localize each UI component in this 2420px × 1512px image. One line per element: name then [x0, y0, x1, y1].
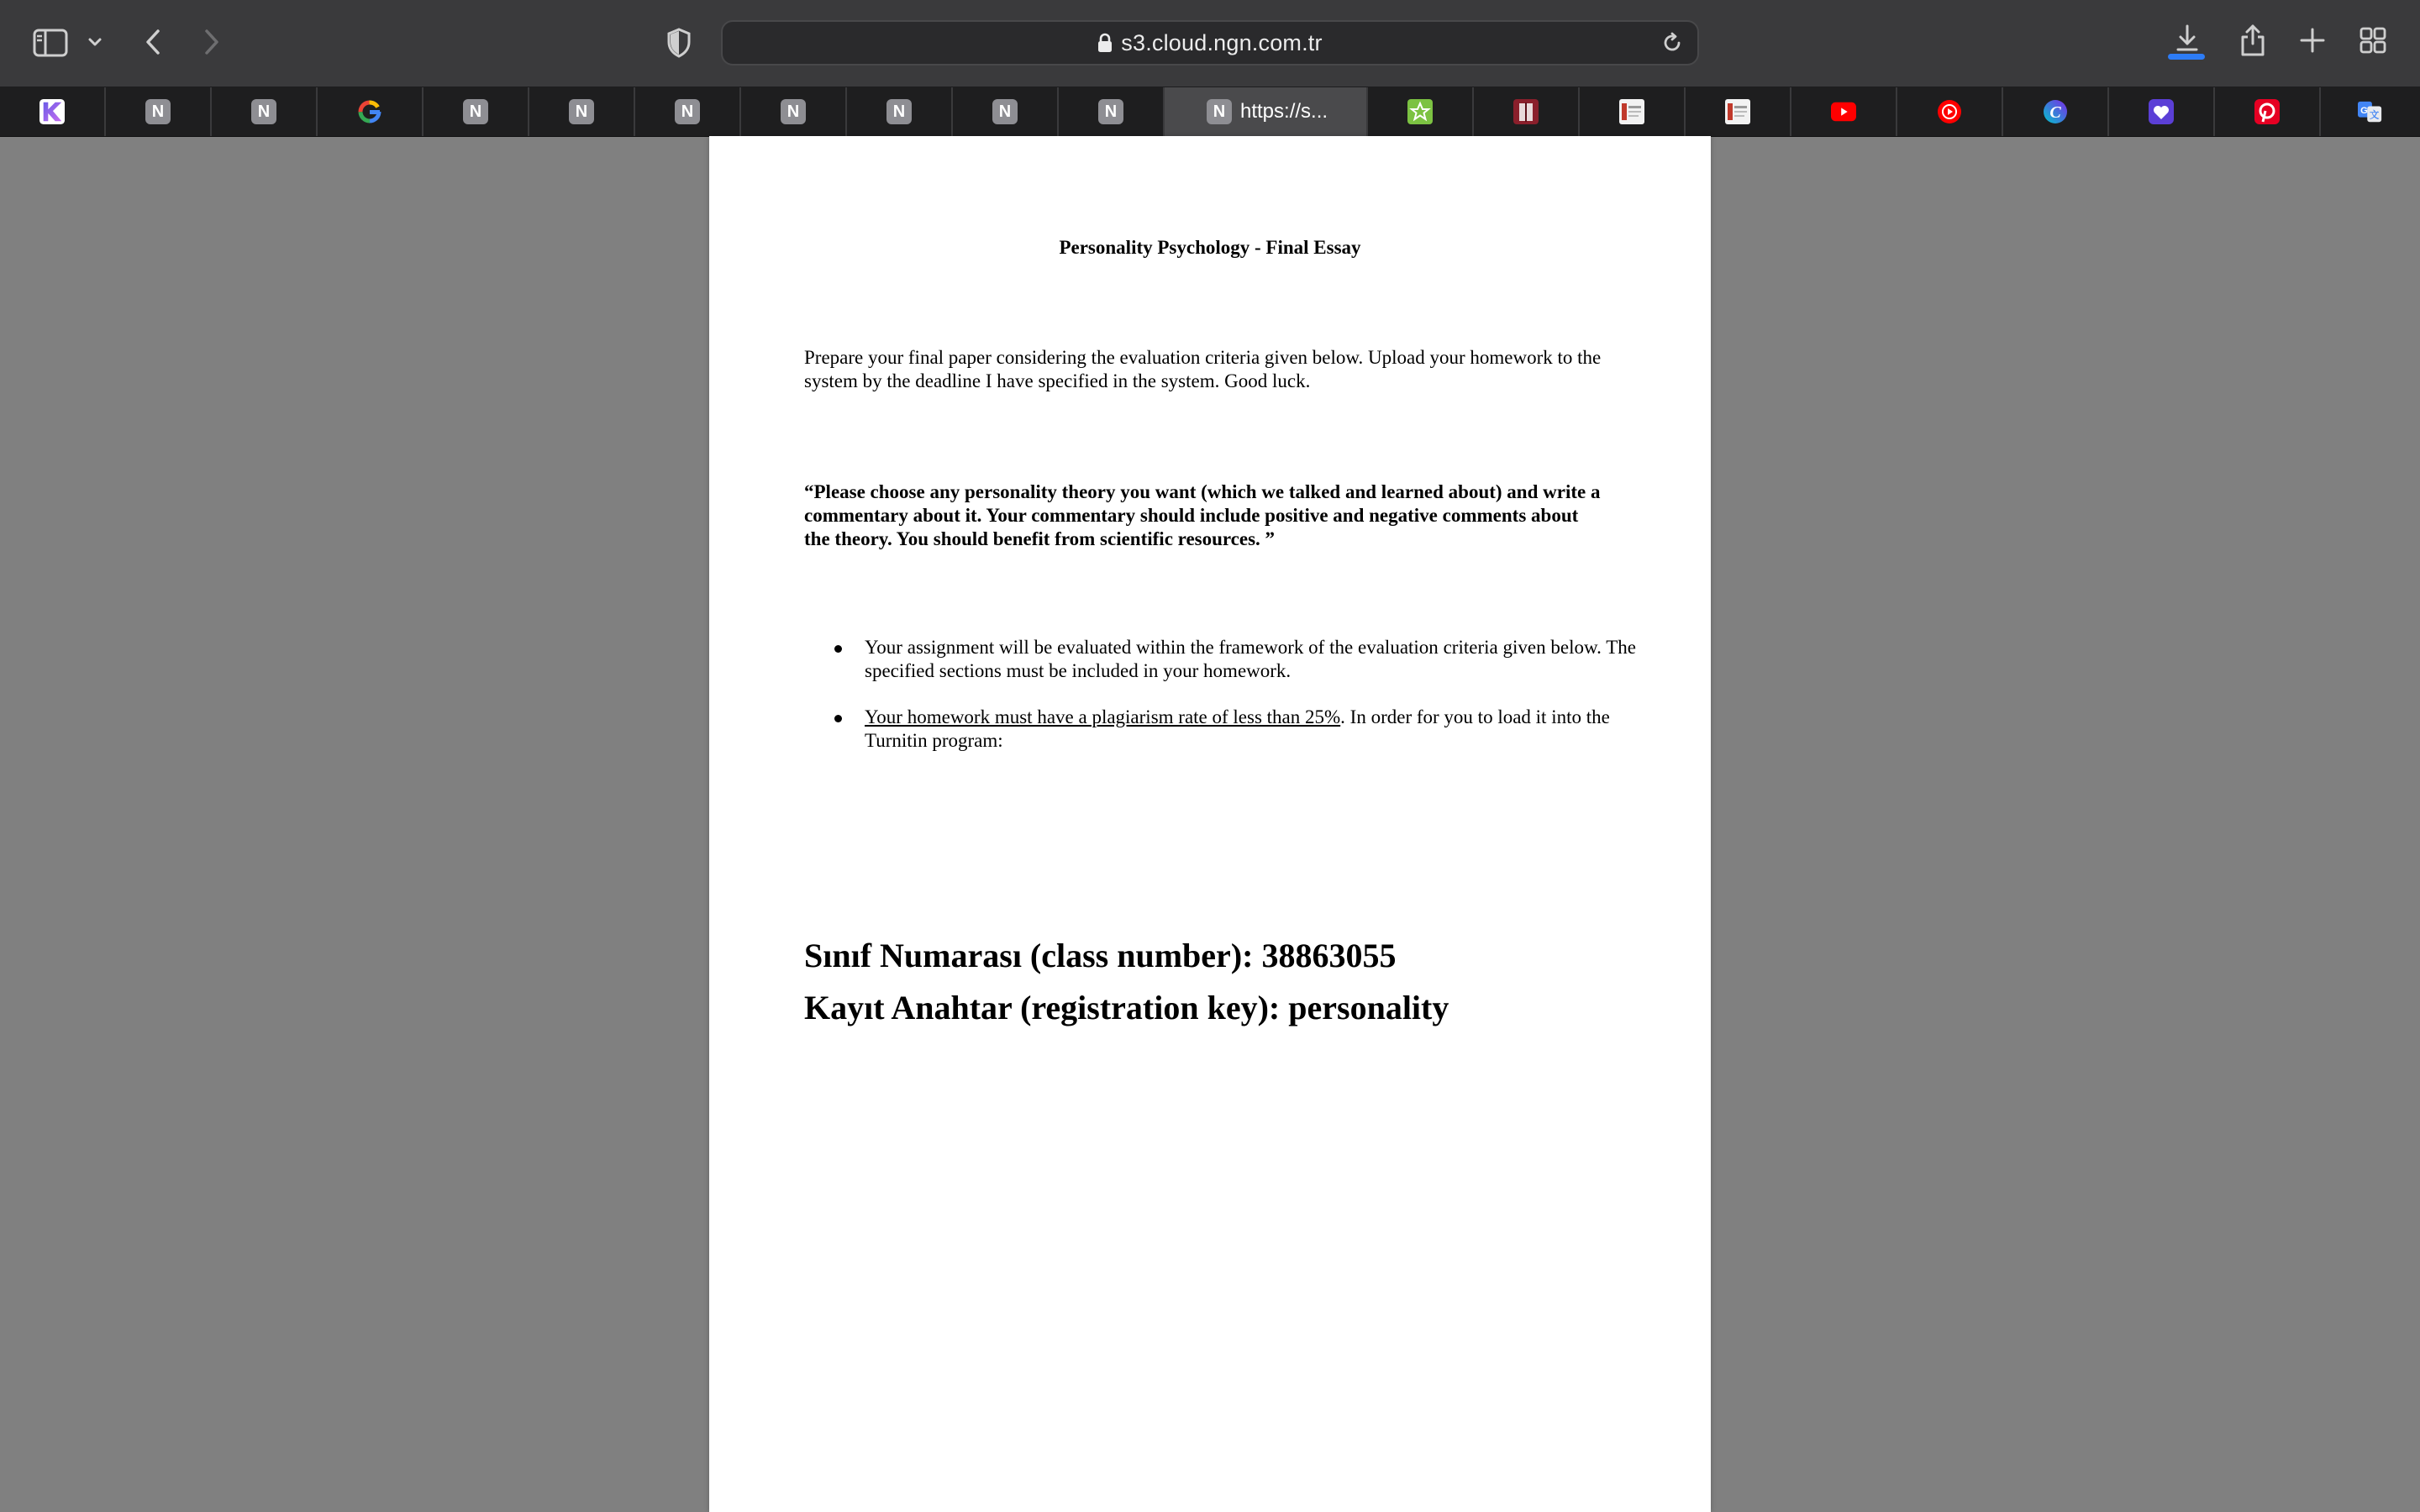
back-icon[interactable] [139, 25, 166, 59]
notion-favicon-icon: N [145, 99, 171, 124]
tab[interactable] [953, 87, 1059, 136]
notion-favicon-icon: N [569, 99, 594, 124]
document-page [709, 136, 1711, 1512]
notion-favicon-icon: N [992, 99, 1018, 124]
notion-favicon-icon: N [675, 99, 700, 124]
tab[interactable] [1474, 87, 1580, 136]
list-item [804, 706, 1636, 753]
google-favicon-icon [357, 99, 382, 124]
bullet-text: . In order for you to load it into the Turnitin program: [865, 706, 1610, 751]
browser-toolbar [0, 0, 2420, 87]
svg-text:C: C [2049, 103, 2061, 122]
address-bar[interactable] [721, 20, 1699, 66]
notion-favicon-icon: N [251, 99, 276, 124]
tab[interactable] [1059, 87, 1165, 136]
download-progress-bar [2168, 54, 2205, 60]
assignment-quote: “Please choose any personality theory you want (which we talked and learned about) and write a commentary about it. Your commentary should include positive and negative comments about the theory. You should benefit from scientific resources. ” [804, 481, 1601, 549]
document-favicon-icon [1619, 99, 1644, 124]
new-tab-icon[interactable] [2297, 25, 2328, 55]
registration-key: Kayıt Anahtar (registration key): personality [804, 989, 1449, 1026]
download-icon[interactable] [2171, 22, 2203, 54]
document-title: Personality Psychology - Final Essay [1059, 237, 1361, 258]
tab-title: https://s... [1240, 100, 1328, 123]
book-favicon-icon [1513, 99, 1539, 124]
tab[interactable] [212, 87, 318, 136]
tab[interactable] [635, 87, 741, 136]
youtube-favicon-icon [1831, 99, 1856, 124]
tab[interactable] [1791, 87, 1897, 136]
tab-bar [0, 87, 2420, 137]
bullet-dot [834, 645, 842, 653]
url-text: s3.cloud.ngn.com.tr [1121, 29, 1323, 55]
tab[interactable] [2215, 87, 2321, 136]
reload-icon[interactable] [1660, 31, 1686, 56]
svg-text:文: 文 [2370, 110, 2380, 121]
notion-favicon-icon: N [886, 99, 912, 124]
tab[interactable] [741, 87, 847, 136]
bullet-dot [834, 715, 842, 722]
tab-overview-icon[interactable] [2358, 25, 2388, 55]
class-number: Sınıf Numarası (class number): 38863055 [804, 937, 1397, 974]
share-icon[interactable] [2237, 22, 2269, 59]
tab[interactable] [1580, 87, 1686, 136]
pinterest-favicon-icon [2254, 99, 2280, 124]
notion-favicon-icon: N [781, 99, 806, 124]
intro-paragraph: Prepare your final paper considering the evaluation criteria given below. Upload your homework to the system by the deadline I have specified in the system. Good luck. [804, 347, 1602, 391]
heart-favicon-icon [2149, 99, 2174, 124]
forward-icon[interactable] [198, 25, 225, 59]
plagiarism-requirement: Your homework must have a plagiarism rate of less than 25% [865, 706, 1341, 727]
translate-favicon-icon [2358, 99, 2383, 124]
document-favicon-icon [1725, 99, 1750, 124]
tab[interactable] [424, 87, 529, 136]
lock-icon [1097, 33, 1113, 53]
tab[interactable] [2321, 87, 2420, 136]
criteria-list [804, 636, 1636, 775]
list-item [804, 636, 1636, 683]
tab[interactable] [1897, 87, 2003, 136]
tab[interactable] [318, 87, 424, 136]
tab[interactable] [1686, 87, 1791, 136]
tab[interactable] [847, 87, 953, 136]
k-favicon-icon [39, 99, 65, 124]
tab[interactable] [529, 87, 635, 136]
tab[interactable] [2109, 87, 2215, 136]
chevron-down-icon[interactable] [86, 32, 104, 52]
tab[interactable] [1368, 87, 1474, 136]
shield-icon[interactable] [664, 27, 694, 59]
bullet-text: Your assignment will be evaluated within the framework of the evaluation criteria given below. The specified sections must be included in your homework. [865, 637, 1636, 681]
notion-favicon-icon: N [1207, 99, 1232, 124]
sidebar-icon[interactable] [32, 27, 69, 59]
tab[interactable] [2003, 87, 2109, 136]
tab[interactable] [1165, 87, 1368, 136]
youtube-music-favicon-icon [1937, 99, 1962, 124]
tab[interactable] [0, 87, 106, 136]
notion-favicon-icon: N [1098, 99, 1123, 124]
tab[interactable] [106, 87, 212, 136]
notion-favicon-icon: N [463, 99, 488, 124]
svg-text:G: G [2360, 105, 2368, 116]
canva-favicon-icon [2043, 99, 2068, 124]
star-favicon-icon [1407, 99, 1433, 124]
